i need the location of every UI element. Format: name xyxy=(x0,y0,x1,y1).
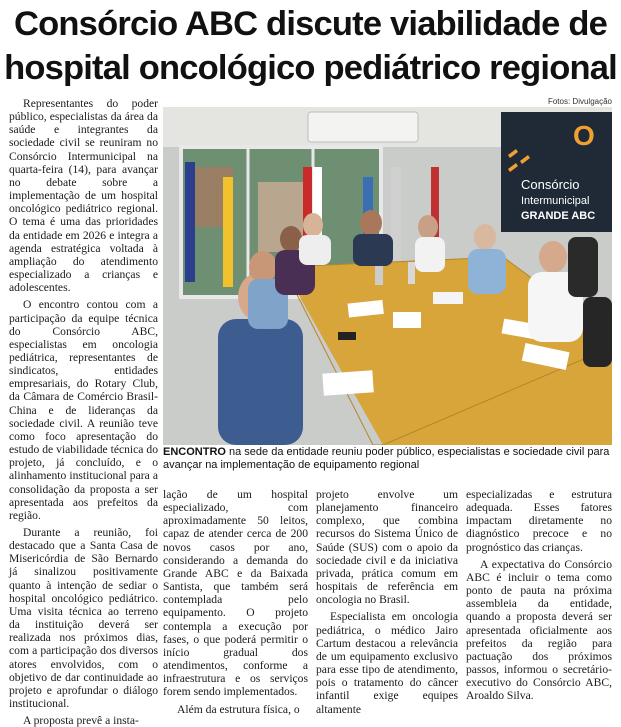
caption-text: na sede da entidade reuniu poder público, especialistas e sociedade civil para avançar na implementação de equipamento regional xyxy=(163,446,610,471)
wall-text-1: Consórcio xyxy=(521,177,580,192)
paragraph-5-cont: projeto envolve um planejamento financeiro complexo, que combina recursos do Sistema Único de Saúde (SUS) com o apoio da sociedade civil e da iniciativa privada, prática comum em hospitais de referência em oncologia no Brasil. xyxy=(316,488,458,607)
paragraph-5-start: Além da estrutura física, o xyxy=(177,702,300,716)
meeting-photo-illustration xyxy=(163,107,612,445)
paragraph-7: A expectativa do Consórcio ABC é incluir o tema como ponto de pauta na próxima assembleia da entidade, quando a proposta deverá ser apresentada oficialmente aos prefeitos da região para pactuação dos próximos passos, informou o secretário-executivo do Consórcio ABC, Aroaldo Silva. xyxy=(466,557,612,703)
photo-caption xyxy=(163,446,612,472)
headline: Consórcio ABC discute viabilidade de hospital oncológico pediátrico regional xyxy=(4,5,617,87)
paragraph-6-cont: especializadas e estrutura adequada. Esses fatores impactam diretamente no diagnóstico precoce e no prognóstico das crianças. xyxy=(466,488,612,554)
caption-lead: ENCONTRO xyxy=(163,446,226,458)
text-column-4 xyxy=(466,488,612,703)
paragraph-4-start: A proposta prevê a insta- xyxy=(23,714,139,727)
text-column-2 xyxy=(163,488,308,716)
paragraph-4-cont: lação de um hospital especializado, com aproximadamente 50 leitos, capaz de atender cerca de 200 novos casos por ano, considerando a demanda do Grande ABC e da Baixada Santista, que também será contemplada pelo equipamento. O projeto contempla a execução por fases, o que poderá permitir o início gradual dos atendimentos, conforme a infraestrutura e os serviços forem sendo implementados. xyxy=(163,488,308,699)
text-column-3 xyxy=(316,488,458,716)
paragraph-3: Durante a reunião, foi destacado que a Santa Casa de Misericórdia de São Bernardo já sinalizou positivamente quanto à intenção de sediar o hospital oncológico pediátrico. Uma visita técnica ao terreno da instituição deverá ser realizada nos próximos dias, com a participação dos diversos atores envolvidos, com o objetivo de dar continuidade ao projeto e aprofundar o diálogo institucional. xyxy=(9,526,158,711)
wall-text-3: GRANDE ABC xyxy=(521,210,596,222)
paragraph-2: O encontro contou com a participação da equipe técnica do Consórcio ABC, especialistas em oncologia pediátrica, representantes de sindicatos, entidades empresariais, do Rotary Club, da Câmara de Comércio Brasil-China e de lideranças da sociedade civil. A reunião teve como foco apresentação do estudo de viabilidade técnica do projeto, já concluído, e o alinhamento institucional para a consolidação da proposta a ser apresentada aos prefeitos da região. xyxy=(9,298,158,522)
wall-text-big: O xyxy=(573,120,595,151)
meeting-photo xyxy=(163,107,612,445)
paragraph-1: Representantes do poder público, especialistas da área da saúde e integrantes da sociedade civil se reuniram no Consórcio Intermunicipal na quarta-feira (14), para avançar no debate sobre a implementação de um hospital oncológico pediátrico regional. O tema é uma das prioridades da entidade em 2026 e integra a agenda estratégica voltada à ampliação do atendimento especializado a crianças e adolescentes. xyxy=(9,97,158,295)
text-column-left xyxy=(9,97,158,727)
photo-credit: Fotos: Divulgação xyxy=(547,97,612,106)
paragraph-6-start: Especialista em oncologia pediátrica, o médico Jairo Cartum destacou a relevância de um equipamento exclusivo para esse tipo de atendimento, pois o tratamento do câncer infantil exige equipes altamente xyxy=(316,610,458,716)
wall-text-2: Intermunicipal xyxy=(521,195,590,207)
